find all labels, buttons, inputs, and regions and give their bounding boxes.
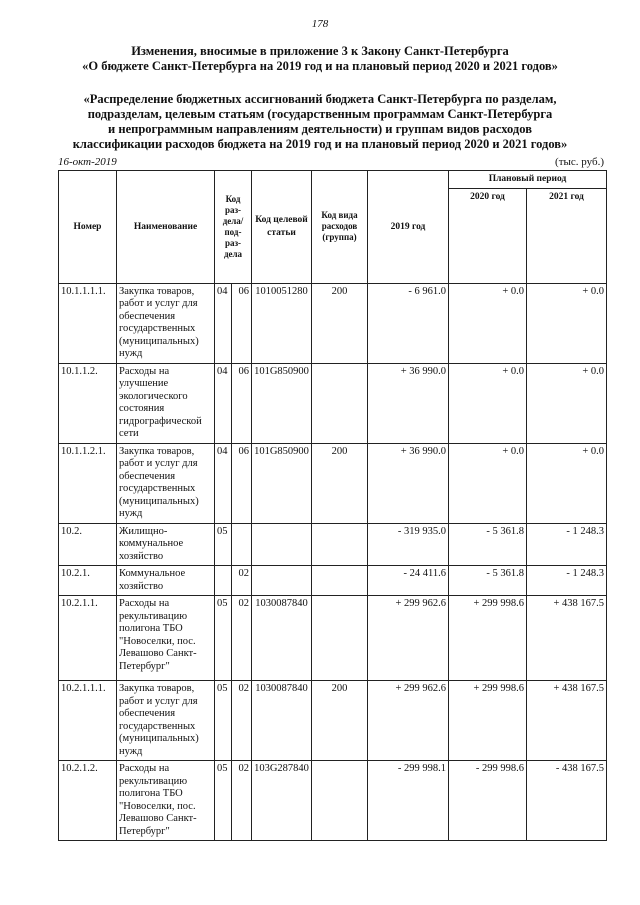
row-value-2021: + 0.0 (527, 443, 607, 523)
row-value-2019: + 299 962.6 (368, 681, 449, 761)
row-value-2019: + 36 990.0 (368, 443, 449, 523)
row-name: Расходы на улучшение экологического состояния гидрографической сети (117, 363, 215, 443)
row-target-code: 1030087840 (252, 596, 312, 681)
row-subsection: 06 (232, 283, 252, 363)
table-row (59, 363, 607, 443)
row-value-2021: - 438 167.5 (527, 761, 607, 841)
row-expense-type: 200 (312, 283, 368, 363)
row-expense-type: 200 (312, 443, 368, 523)
header-2020: 2020 год (449, 188, 527, 283)
row-value-2020: + 0.0 (449, 283, 527, 363)
row-value-2021: + 438 167.5 (527, 681, 607, 761)
row-value-2019: - 24 411.6 (368, 566, 449, 596)
row-section: 05 (215, 596, 232, 681)
row-section: 05 (215, 681, 232, 761)
header-name: Наименование (117, 171, 215, 284)
row-value-2019: - 6 961.0 (368, 283, 449, 363)
row-subsection: 02 (232, 596, 252, 681)
row-value-2020: + 299 998.6 (449, 596, 527, 681)
header-target-code: Код целевой статьи (252, 171, 312, 284)
row-number: 10.2.1. (59, 566, 117, 596)
row-section: 05 (215, 761, 232, 841)
row-section: 04 (215, 283, 232, 363)
row-number: 10.2.1.1.1. (59, 681, 117, 761)
row-name: Закупка товаров, работ и услуг для обеспечения государственных (муниципальных) нужд (117, 681, 215, 761)
row-name: Расходы на рекультивацию полигона ТБО "Новоселки, пос. Левашово Санкт-Петербург" (117, 761, 215, 841)
header-planned-period: Плановый период (449, 171, 607, 189)
row-subsection (232, 523, 252, 566)
row-subsection: 02 (232, 566, 252, 596)
row-value-2020: + 0.0 (449, 443, 527, 523)
row-expense-type (312, 761, 368, 841)
row-number: 10.2.1.2. (59, 761, 117, 841)
row-section: 04 (215, 443, 232, 523)
document-date: 16-окт-2019 (58, 156, 117, 168)
row-target-code: 101G850900 (252, 443, 312, 523)
row-expense-type (312, 566, 368, 596)
row-value-2021: - 1 248.3 (527, 566, 607, 596)
row-section (215, 566, 232, 596)
subtitle-line-2: подразделам, целевым статьям (государственным программам Санкт-Петербурга (87, 107, 553, 121)
table-row (59, 443, 607, 523)
row-value-2020: + 0.0 (449, 363, 527, 443)
row-subsection: 06 (232, 443, 252, 523)
budget-table (58, 170, 607, 841)
row-value-2020: - 299 998.6 (449, 761, 527, 841)
row-value-2019: + 299 962.6 (368, 596, 449, 681)
header-row-1 (59, 171, 607, 189)
row-value-2020: + 299 998.6 (449, 681, 527, 761)
row-expense-type (312, 523, 368, 566)
header-number: Номер (59, 171, 117, 284)
subtitle-line-4: классификации расходов бюджета на 2019 год и на плановый период 2020 и 2021 годов» (72, 137, 568, 151)
row-value-2020: - 5 361.8 (449, 523, 527, 566)
row-subsection: 02 (232, 761, 252, 841)
row-target-code: 101G850900 (252, 363, 312, 443)
row-value-2020: - 5 361.8 (449, 566, 527, 596)
row-expense-type (312, 596, 368, 681)
row-value-2019: - 299 998.1 (368, 761, 449, 841)
table-row (59, 681, 607, 761)
header-2019: 2019 год (368, 171, 449, 284)
title-line-1: Изменения, вносимые в приложение 3 к Закону Санкт-Петербурга (131, 44, 509, 58)
subtitle-line-3: и непрограммным направлениям деятельности) и группам видов расходов (108, 122, 532, 136)
row-number: 10.2. (59, 523, 117, 566)
row-target-code: 1030087840 (252, 681, 312, 761)
table-row (59, 761, 607, 841)
table-row (59, 566, 607, 596)
row-subsection: 06 (232, 363, 252, 443)
row-target-code: 1010051280 (252, 283, 312, 363)
table-row (59, 596, 607, 681)
title-line-2: «О бюджете Санкт-Петербурга на 2019 год и на плановый период 2020 и 2021 годов» (82, 59, 558, 73)
row-section: 04 (215, 363, 232, 443)
row-section: 05 (215, 523, 232, 566)
row-value-2021: + 438 167.5 (527, 596, 607, 681)
row-value-2019: + 36 990.0 (368, 363, 449, 443)
row-name: Жилищно-коммунальное хозяйство (117, 523, 215, 566)
row-expense-type: 200 (312, 681, 368, 761)
row-target-code (252, 566, 312, 596)
row-subsection: 02 (232, 681, 252, 761)
row-number: 10.2.1.1. (59, 596, 117, 681)
row-target-code: 103G287840 (252, 761, 312, 841)
row-name: Расходы на рекультивацию полигона ТБО "Новоселки, пос. Левашово Санкт-Петербург" (117, 596, 215, 681)
units-label: (тыс. руб.) (555, 156, 604, 168)
row-name: Закупка товаров, работ и услуг для обеспечения государственных (муниципальных) нужд (117, 443, 215, 523)
row-value-2021: + 0.0 (527, 363, 607, 443)
row-value-2021: + 0.0 (527, 283, 607, 363)
row-name: Закупка товаров, работ и услуг для обеспечения государственных (муниципальных) нужд (117, 283, 215, 363)
row-number: 10.1.1.1.1. (59, 283, 117, 363)
table-row (59, 523, 607, 566)
page-number: 178 (311, 18, 329, 30)
document-subtitle (20, 92, 620, 152)
row-value-2021: - 1 248.3 (527, 523, 607, 566)
row-target-code (252, 523, 312, 566)
subtitle-line-1: «Распределение бюджетных ассигнований бюджета Санкт-Петербурга по разделам, (83, 92, 557, 106)
row-number: 10.1.1.2. (59, 363, 117, 443)
row-number: 10.1.1.2.1. (59, 443, 117, 523)
document-title (20, 44, 620, 74)
header-section-code: Код раз-дела/ под-раз-дела (215, 171, 252, 284)
header-expense-type: Код вида расходов (группа) (312, 171, 368, 284)
row-value-2019: - 319 935.0 (368, 523, 449, 566)
row-expense-type (312, 363, 368, 443)
row-name: Коммунальное хозяйство (117, 566, 215, 596)
header-2021: 2021 год (527, 188, 607, 283)
table-row (59, 283, 607, 363)
